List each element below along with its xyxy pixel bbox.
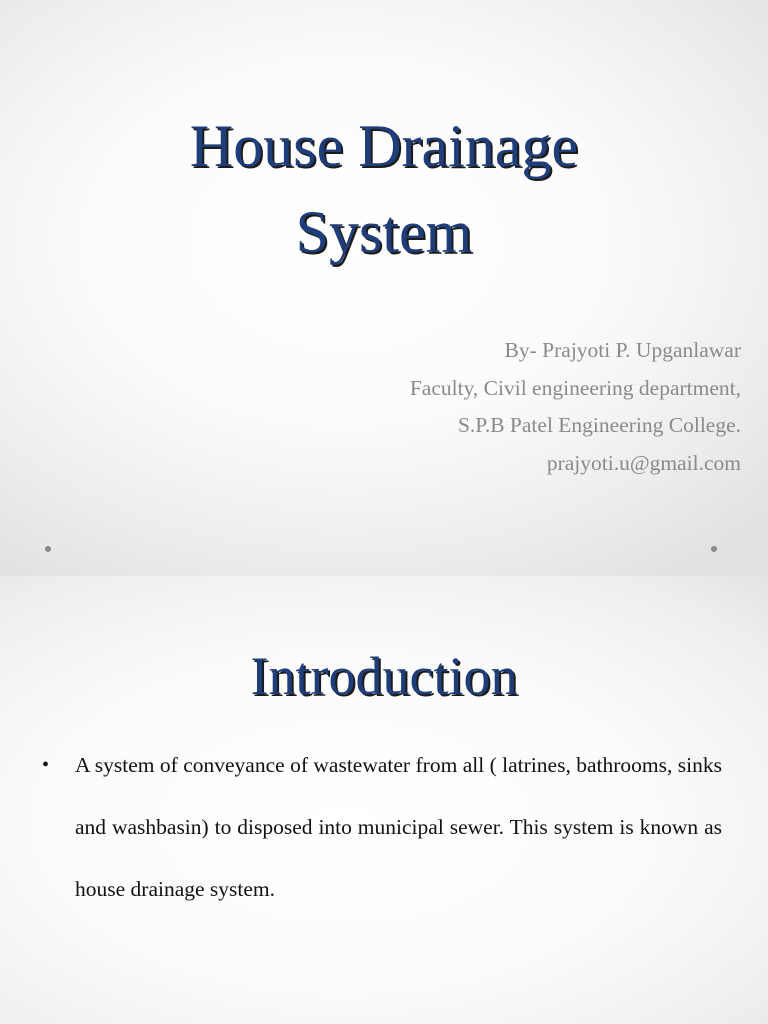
bullet-icon: • [42, 754, 50, 776]
introduction-heading: Introduction [250, 646, 518, 706]
empty-bullet-dot-right [711, 546, 717, 552]
introduction-bullet-list [42, 734, 722, 920]
presentation-title [0, 103, 768, 275]
bullet-text: A system of conveyance of wastewater from all ( latrines, bathrooms, sinks and washbasin) to disposed into municipal sewer. This system is known as house drainage system. [75, 753, 722, 901]
author-position: Faculty, Civil engineering department, [409, 375, 741, 400]
author-name: By- Prajyoti P. Upganlawar [504, 338, 741, 362]
list-item [42, 734, 722, 920]
empty-bullet-dot-left [45, 546, 51, 552]
author-block [410, 332, 741, 482]
introduction-slide [0, 576, 768, 1024]
title-line-1: House Drainage [189, 113, 579, 179]
author-college: S.P.B Patel Engineering College. [457, 413, 741, 437]
author-email: prajyoti.u@gmail.com [546, 450, 741, 475]
title-line-2: System [295, 199, 473, 265]
